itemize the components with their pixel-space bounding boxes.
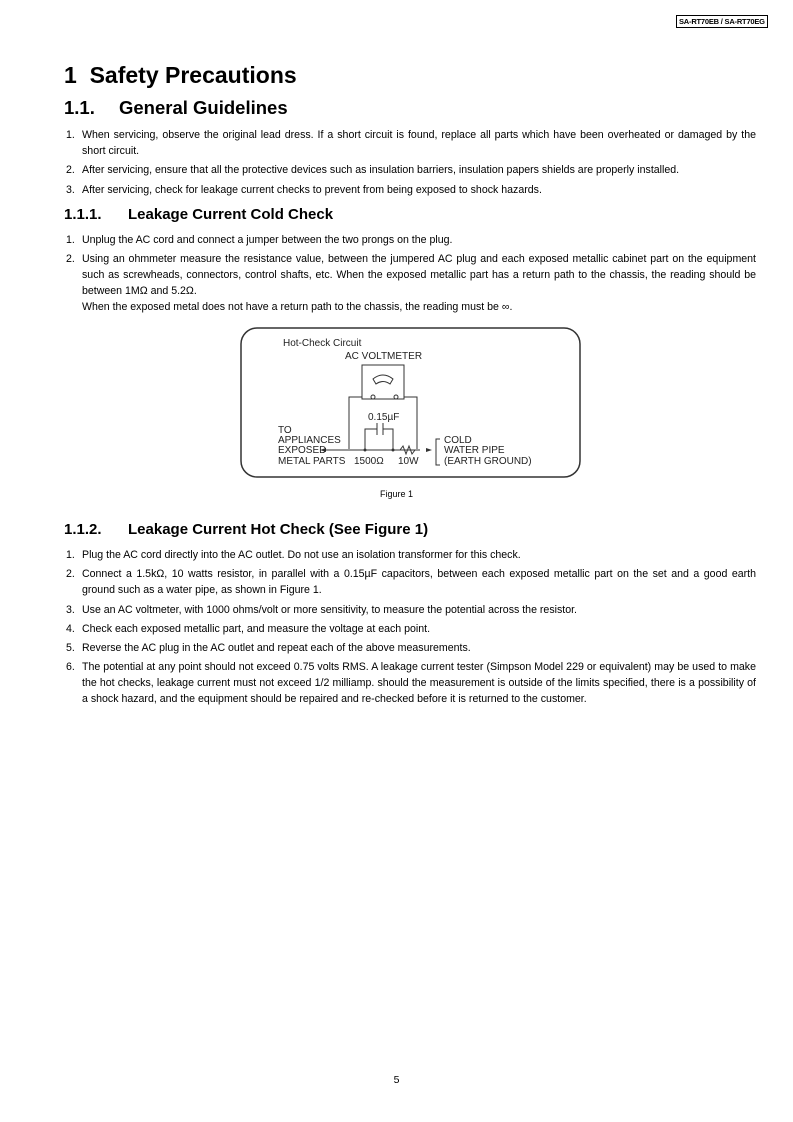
list-item-text: After servicing, ensure that all the protective devices such as insulation barriers, insulation papers shields are properly installed. [82,164,680,177]
section-number: 1 [64,62,77,88]
page-number: 5 [393,1074,400,1086]
list-item: 2. After servicing, ensure that all the protective devices such as insulation barriers, insulation papers shields are properly installed. [66,164,680,177]
list-item: 6. The potential at any point should not exceed 0.75 volts RMS. A leakage current tester (Simpson Model 229 or equivalent) may be used to make the hot checks, leakage current must not exceed 1/2 milliamp. should the measurement is outside of the limits specified, there is a possibility of a shock hazard, and the equipment should be repaired and re-checked before it is returned to the customer. [66,661,756,706]
resistor-label: 1500Ω [354,456,384,467]
cold-check-list [66,232,756,319]
section-title-text: Safety Precautions [89,62,297,88]
list-item-text: Use an AC voltmeter, with 1000 ohms/volt or more sensitivity, to measure the potential across the resistor. [82,603,577,616]
list-item-text: Plug the AC cord directly into the AC outlet. Do not use an isolation transformer for this check. [82,549,521,561]
hot-check-heading [64,521,428,538]
list-item-text: Reverse the AC plug in the AC outlet and repeat each of the above measurements. [82,642,471,655]
list-item: 3. Use an AC voltmeter, with 1000 ohms/volt or more sensitivity, to measure the potential across the resistor. [66,603,577,616]
list-item-text: When servicing, observe the original lead dress. If a short circuit is found, replace all parts which have been overheated or damaged by the short circuit. [82,129,756,157]
list-item-text: Using an ohmmeter measure the resistance value, between the jumpered AC plug and each exposed metallic cabinet part on the equipment such as screwheads, connectors, control shafts, etc. When the exposed metallic part has a return path to the chassis, the reading should be between 1MΩ and 5.2Ω. [82,253,756,298]
left-label-1: TO [278,425,292,436]
wattage-label: 10W [398,456,419,467]
subsection-title-text: General Guidelines [119,97,288,118]
hot-check-circuit-diagram [240,327,582,479]
left-label-2: APPLIANCES [278,435,341,446]
list-item-text: Unplug the AC cord and connect a jumper between the two prongs on the plug. [82,234,453,246]
right-label-1: COLD [444,435,472,446]
list-item: 2. Using an ohmmeter measure the resistance value, between the jumpered AC plug and each exposed metallic cabinet part on the equipment such as screwheads, connectors, control shafts, etc. When the exposed metallic part has a return path to the chassis, the reading should be between 1MΩ and 5.2Ω. [66,253,756,298]
model-label: SA-RT70EB / SA-RT70EG [676,15,768,28]
list-item-text: The potential at any point should not exceed 0.75 volts RMS. A leakage current tester (Simpson Model 229 or equivalent) may be used to make the hot checks, leakage current must not exceed 1/2 milliamp. should the measurement is outside of the limits specified, there is a possibility of a shock hazard, and the equipment should be repaired and re-checked before it is returned to the customer. [82,661,756,706]
list-item-text: Connect a 1.5kΩ, 10 watts resistor, in parallel with a 0.15µF capacitors, between each exposed metallic part on the set and a good earth ground such as a water pipe, as shown in Figure 1. [82,568,756,597]
heading-text: Leakage Current Cold Check [128,206,334,223]
list-item: 1. Unplug the AC cord and connect a jumper between the two prongs on the plug. [66,234,453,246]
heading-number: 1.1.1. [64,206,102,223]
right-label-3: (EARTH GROUND) [444,456,532,467]
right-label-2: WATER PIPE [444,445,505,456]
list-item: 4. Check each exposed metallic part, and measure the voltage at each point. [66,622,431,635]
voltmeter-label: AC VOLTMETER [345,351,423,362]
list-item-text: Check each exposed metallic part, and measure the voltage at each point. [82,622,431,635]
list-item-text: After servicing, check for leakage current checks to prevent from being exposed to shock hazards. [82,183,542,196]
hot-check-list [66,547,756,711]
left-label-4: METAL PARTS [278,456,346,467]
list-item: 1. When servicing, observe the original lead dress. If a short circuit is found, replace all parts which have been overheated or damaged by the short circuit. [66,129,756,157]
note-text: When the exposed metal does not have a return path to the chassis, the reading must be ∞. [82,301,513,314]
heading-text: Leakage Current Hot Check (See Figure 1) [128,521,429,538]
subsection-title [64,97,288,119]
list-item: 5. Reverse the AC plug in the AC outlet and repeat each of the above measurements. [66,642,471,655]
left-label-3: EXPOSED [278,445,327,456]
subsection-number: 1.1. [64,97,95,118]
cold-check-heading [64,206,333,223]
general-guidelines-list [66,127,756,201]
section-title [64,62,297,89]
heading-number: 1.1.2. [64,521,102,538]
list-item: 1. Plug the AC cord directly into the AC outlet. Do not use an isolation transformer for this check. [66,549,521,561]
figure-caption: Figure 1 [379,489,414,499]
list-note [66,299,756,315]
diagram-title: Hot-Check Circuit [283,338,362,349]
capacitor-label: 0.15µF [368,412,400,423]
list-item: 2. Connect a 1.5kΩ, 10 watts resistor, in parallel with a 0.15µF capacitors, between each exposed metallic part on the set and a good earth ground such as a water pipe, as shown in Figure 1. [66,568,756,597]
list-item: 3. After servicing, check for leakage current checks to prevent from being exposed to shock hazards. [66,183,542,196]
